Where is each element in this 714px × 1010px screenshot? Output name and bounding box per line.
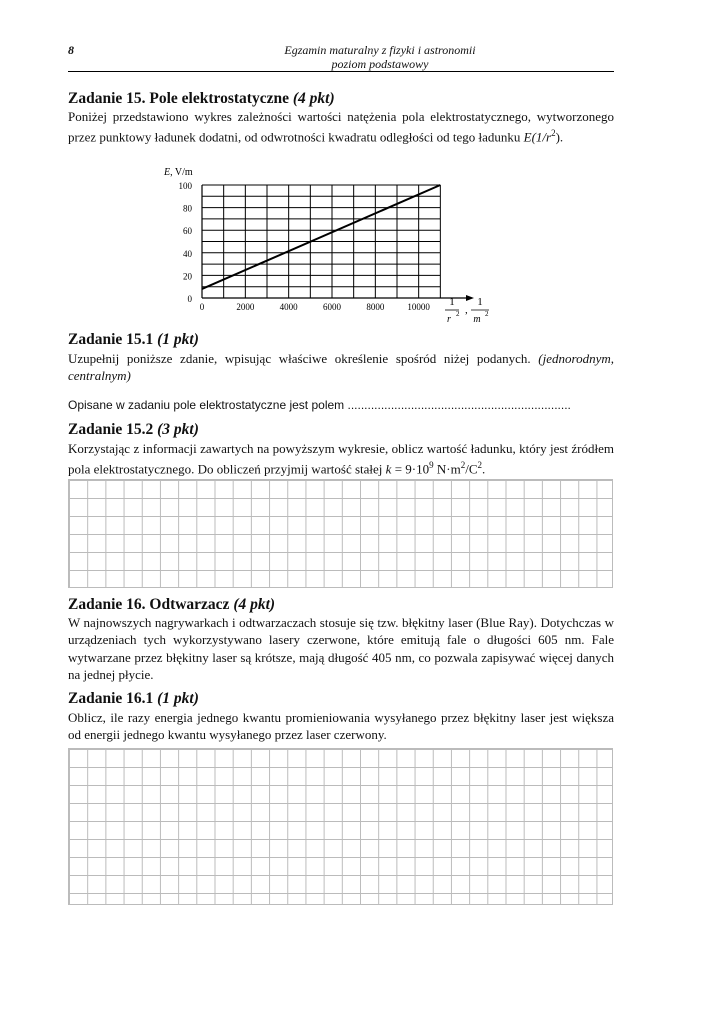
chart-grid bbox=[202, 185, 440, 298]
task16-text: W najnowszych nagrywarkach i odtwarzaczach stosuje się tzw. błękitny laser (Blue Ray). Dotychczas w urządzeniach tych wykorzystywano lasery czerwone, które emitują fale o długości 605 nm. Fale wytwarzane przez błękitny laser są krótsze, mają długość 405 nm, co pozwala zapisywać więcej danych na jednej płycie. bbox=[68, 615, 614, 683]
y-tick-label: 80 bbox=[183, 203, 192, 214]
task15-2-text bbox=[68, 440, 614, 478]
series-line bbox=[202, 185, 440, 289]
xunit-num: 1 bbox=[477, 296, 483, 308]
y-tick-label: 20 bbox=[183, 271, 192, 282]
xlabel-exp: 2 bbox=[456, 310, 460, 318]
x-tick-label: 10000 bbox=[407, 302, 430, 312]
task15-math-sup: 2 bbox=[551, 128, 556, 139]
task16-heading bbox=[68, 596, 275, 614]
task16-points: (4 pkt) bbox=[233, 596, 276, 613]
task16-1-title: Zadanie 16.1 bbox=[68, 690, 154, 707]
task15-2-unit: N·m bbox=[433, 461, 461, 477]
task16-title: Zadanie 16. Odtwarzacz bbox=[68, 596, 230, 613]
task16-1-answer-grid[interactable] bbox=[68, 748, 613, 905]
task15-2-exp9: 9 bbox=[429, 460, 434, 471]
task15-2-heading bbox=[68, 421, 199, 439]
task15-1-title: Zadanie 15.1 bbox=[68, 331, 154, 348]
task15-2-points: (3 pkt) bbox=[157, 421, 199, 438]
chart-series bbox=[202, 185, 440, 289]
task15-points: (4 pkt) bbox=[292, 90, 335, 107]
task16-1-heading bbox=[68, 690, 199, 708]
field-chart bbox=[160, 162, 520, 332]
task15-text-body: Poniżej przedstawiono wykres zależności wartości natężenia pola elektrostatycznego, wytworzonego przez punktowy ładunek dodatni, od odwrotności kwadratu odległości od tego ładunku bbox=[68, 109, 614, 145]
task15-2-title: Zadanie 15.2 bbox=[68, 421, 154, 438]
x-tick-label: 2000 bbox=[236, 302, 255, 312]
x-tick-label: 8000 bbox=[366, 302, 385, 312]
task15-2-eq: = 9·10 bbox=[391, 461, 430, 477]
x-tick-label: 4000 bbox=[279, 302, 298, 312]
task15-2-body: Korzystając z informacji zawartych na powyższym wykresie, oblicz wartość ładunku, który jest źródłem pola elektrostatycznego. Do obliczeń przyjmij wartość stałej bbox=[68, 441, 614, 477]
task15-1-options: (jednorodnym, centralnym) bbox=[68, 351, 614, 384]
task15-2-const: k bbox=[385, 461, 392, 477]
task15-2-unit2: /C bbox=[465, 461, 478, 477]
task15-heading bbox=[68, 90, 335, 108]
chart-axes bbox=[202, 185, 474, 301]
y-tick-label: 60 bbox=[183, 226, 192, 237]
task15-1-points: (1 pkt) bbox=[157, 331, 199, 348]
task15-1-answer-line[interactable]: Opisane w zadaniu pole elektrostatyczne jest polem ................................................................... bbox=[68, 398, 571, 412]
xlabel-num: 1 bbox=[449, 296, 455, 308]
x-axis-arrow bbox=[466, 295, 474, 301]
y-tick-label: 40 bbox=[183, 248, 192, 259]
header-title: Egzamin maturalny z fizyki i astronomii bbox=[284, 43, 476, 57]
task15-1-instruction: Uzupełnij poniższe zdanie, wpisując właściwe określenie spośród niżej podanych. bbox=[68, 351, 539, 366]
task15-text bbox=[68, 108, 614, 146]
x-tick-label: 0 bbox=[199, 302, 205, 312]
task15-1-text bbox=[68, 350, 614, 385]
task15-2-exp2b: 2 bbox=[477, 460, 483, 471]
chart-ylabel: E, V/m bbox=[164, 167, 193, 178]
header-rule bbox=[68, 71, 614, 72]
y-tick-label: 100 bbox=[178, 181, 192, 191]
xlabel-separator: , bbox=[465, 304, 468, 316]
header-subtitle: poziom podstawowy bbox=[331, 57, 429, 71]
task15-text-end: ). bbox=[555, 129, 564, 145]
chart-ticks bbox=[179, 181, 431, 312]
task15-title: Zadanie 15. Pole elektrostatyczne bbox=[68, 90, 289, 107]
xunit-exp: 2 bbox=[485, 310, 489, 318]
task15-2-exp2: 2 bbox=[460, 460, 466, 471]
task15-math: E(1/r bbox=[523, 129, 552, 145]
y-tick-label: 0 bbox=[187, 294, 192, 304]
x-tick-label: 6000 bbox=[323, 302, 341, 312]
task15-2-end: . bbox=[482, 461, 486, 477]
xlabel-den: r bbox=[447, 314, 451, 325]
page-number: 8 bbox=[68, 43, 74, 57]
task15-1-heading bbox=[68, 331, 199, 349]
xunit-den: m bbox=[473, 314, 481, 325]
task15-2-answer-grid[interactable] bbox=[68, 479, 613, 588]
task16-1-points: (1 pkt) bbox=[157, 690, 199, 707]
task16-1-text: Oblicz, ile razy energia jednego kwantu promieniowania wysyłanego przez błękitny laser jest większa od energii jednego kwantu wysyłanego przez laser czerwony. bbox=[68, 710, 614, 743]
